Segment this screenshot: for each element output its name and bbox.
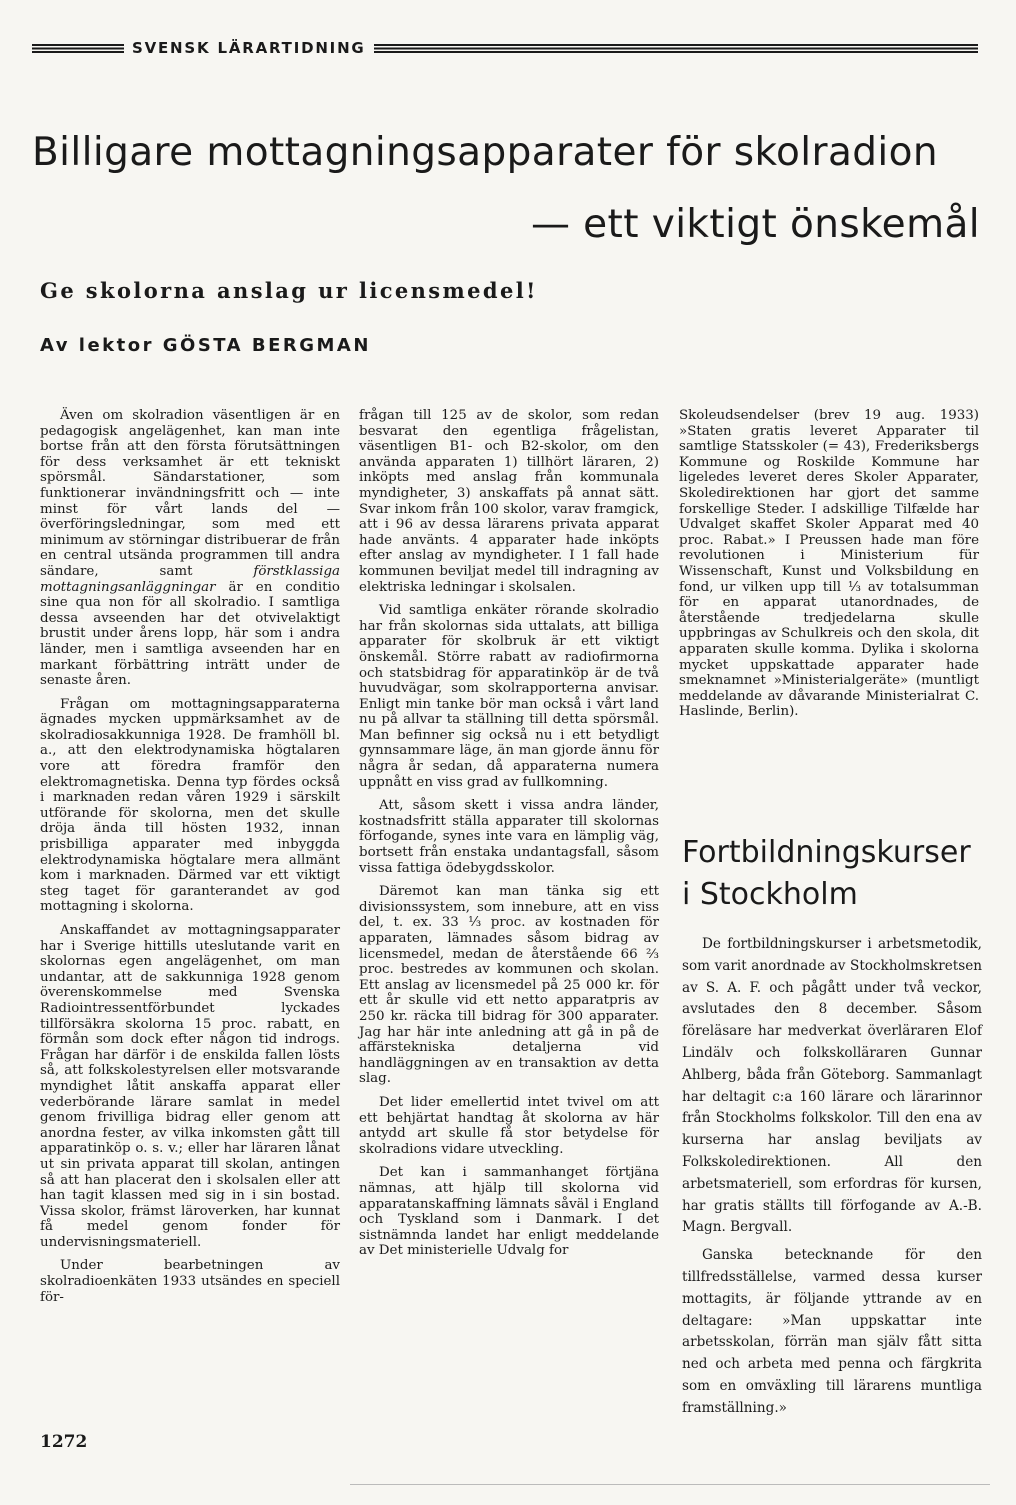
sidebar-title-line-1: Fortbildningskurser bbox=[682, 835, 971, 870]
bottom-rule bbox=[350, 1484, 990, 1485]
text-run: är en conditio sine qua non för all skolradio. I samtliga dessa avseenden har det otvivelaktigt brustit under årens lopp, här som i andra länder, men i samtliga avseenden har en markant förbättring inträtt under de senaste åren. bbox=[40, 579, 340, 689]
article-paragraph bbox=[40, 408, 340, 689]
masthead-rule-left bbox=[32, 44, 124, 53]
masthead bbox=[32, 36, 978, 60]
emphasis-text: förstklassiga mottagningsanläggningar bbox=[40, 563, 340, 595]
sidebar-title bbox=[682, 832, 982, 916]
article-column-3 bbox=[679, 408, 979, 728]
article-paragraph: Det kan i sammanhanget förtjäna nämnas, att hjälp till skolorna vid apparatanskaffning lämnats såväl i England och Tyskland som i Danmark. I det sistnämnda landet har enligt meddelande av Det ministerielle Udvalg for bbox=[359, 1165, 659, 1259]
sidebar-paragraph: Ganska betecknande för den tillfredsställelse, varmed dessa kurser mottagits, är följande yttrande av en deltagare: »Man uppskattar inte arbetsskolan, förrän man själv fått sitta ned och arbeta med penna och färgkrita som en omväxling till lärarens muntliga framställning.» bbox=[682, 1247, 982, 1416]
article-column-1 bbox=[40, 408, 340, 1313]
article-paragraph: frågan till 125 av de skolor, som redan besvarat den egentliga frågelistan, väsentligen B1- och B2-skolor, om den använda apparaten 1) tillhört läraren, 2) inköpts med anslag från kommunala myndigheter, 3) anskaffats på annat sätt. Svar inkom från 100 skolor, varav framgick, att i 96 av dessa lärarens privata apparat hade använts. 4 apparater hade inköpts efter anslag av myndigheter. I 1 fall hade kommunen beviljat medel till indragning av elektriska ledningar i skolsalen. bbox=[359, 408, 659, 595]
subheadline: Ge skolorna anslag ur licensmedel! bbox=[40, 278, 538, 303]
masthead-title: SVENSK LÄRARTIDNING bbox=[132, 39, 366, 57]
article-paragraph: Under bearbetningen av skolradioenkäten 1933 utsändes en speciell för- bbox=[40, 1258, 340, 1305]
text-run: Även om skolradion väsentligen är en pedagogisk angelägenhet, kan man inte bortse från att den första förutsättningen för dess verksamhet är ett tekniskt spörsmål. Sändarstationer, som funktionerar invändningsfritt och — inte minst för vårt lands del — överföringsledningar, som med ett minimum av störningar distribuerar de från en central utsända programmen till andra sändare, samt bbox=[40, 408, 340, 579]
sidebar-article bbox=[682, 934, 982, 1426]
article-paragraph: Frågan om mottagningsapparaterna ägnades mycken uppmärksamhet av de skolradiosakkunniga 1928. De framhöll bl. a., att den elektrodynamiska högtalaren vore att föredra framför den elektromagnetiska. Denna typ fördes också i marknaden redan våren 1929 i särskilt utförande för skolorna, men det skulle dröja ända till hösten 1932, innan prisbilliga apparater med inbyggda elektrodynamiska högtalare mera allmänt kom i marknaden. Därmed var ett viktigt steg taget för garanterandet av god mottagning i skolorna. bbox=[40, 696, 340, 915]
article-paragraph: Det lider emellertid intet tvivel om att ett behjärtat handtag åt skolorna av här antydd art skulle få stor betydelse för skolradions vidare utveckling. bbox=[359, 1094, 659, 1157]
article-column-2 bbox=[359, 408, 659, 1267]
sidebar-paragraph: De fortbildningskurser i arbetsmetodik, som varit anordnade av Stockholmskretsen av S. A. F. och pågått under två veckor, avslutades den 8 december. Såsom föreläsare har medverkat överläraren Elof Lindälv och folkskolläraren Gunnar Ahlberg, båda från Göteborg. Sammanlagt har deltagit c:a 160 lärare och lärarinnor från Stockholms folkskolor. Till den ena av kurserna har anslag beviljats av Folkskoledirektionen. All den arbetsmateriell, som erfordras för kursen, har gratis ställts till förfogande av A.-B. Magn. Bergvall. bbox=[682, 936, 982, 1236]
byline: Av lektor GÖSTA BERGMAN bbox=[40, 335, 371, 356]
article-paragraph: Vid samtliga enkäter rörande skolradio har från skolornas sida uttalats, att billiga apparater för skolbruk är ett viktigt önskemål. Större rabatt av radiofirmorna och statsbidrag för apparatinköp är de två huvudvägar, som skolrapporterna anvisar. Enligt min tanke bör man också i vårt land nu på allvar ta ställning till detta spörsmål. Man befinner sig också nu i ett betydligt gynnsammare läge, än man gjorde ännu för några år sedan, då apparaterna numera uppnått en viss grad av fullkomning. bbox=[359, 603, 659, 790]
article-paragraph: Att, såsom skett i vissa andra länder, kostnadsfritt ställa apparater till skolornas förfogande, synes inte vara en lämplig väg, bortsett från enstaka undantagsfall, såsom vissa fattiga ödebygdsskolor. bbox=[359, 798, 659, 876]
headline-line-1: Billigare mottagningsapparater för skolradion bbox=[32, 130, 939, 175]
article-paragraph: Anskaffandet av mottagningsapparater har i Sverige hittills uteslutande varit en skolornas egen angelägenhet, om man undantar, att de sakkunniga 1928 genom överenskommelse med Svenska Radiointressentförbundet lyckades tillförsäkra skolorna 15 proc. rabatt, en förmån som dock efter någon tid indrogs. Frågan har därför i de enskilda fallen lösts så, att folkskolestyrelsen eller motsvarande myndighet låtit anskaffa apparat eller vederbörande lärare samlat in medel genom frivilliga bidrag eller genom att anordna fester, av vilka inkomsten gått till apparatinköp o. s. v.; eller har läraren lånat ut sin privata apparat till skolan, antingen så att han placerat den i skolsalen eller att han tagit klassen med sig in i sin bostad. Vissa skolor, främst läroverken, har kunnat få medel genom fonder för undervisningsmateriell. bbox=[40, 923, 340, 1250]
article-paragraph: Skoleudsendelser (brev 19 aug. 1933) »Staten gratis leveret Apparater til samtlige Statsskoler (= 43), Frederiksbergs Kommune og Roskilde Kommune har ligeledes leveret deres Skoler Apparater, Skoledirektionen har gjort det samme forskellige Steder. I adskillige Tilfælde har Udvalget skaffet Skoler Apparat med 40 proc. Rabat.» I Preussen hade man före revolutionen i Ministerium für Wissenschaft, Kunst und Volksbildung en fond, ur vilken upp till ⅓ av totalsumman för en apparat utanordnades, de återstående tredjedelarna skulle uppbringas av Schulkreis och den skola, dit apparaten skulle komma. Dylika i skolorna mycket uppskattade apparater hade smeknamnet »Ministerialgeräte» (muntligt meddelande av dåvarande Ministerialrat C. Haslinde, Berlin). bbox=[679, 408, 979, 720]
article-paragraph: Däremot kan man tänka sig ett divisionssystem, som innebure, att en viss del, t. ex. 33 ⅓ proc. av kostnaden för apparaten, lämnades såsom bidrag av licensmedel, medan de återstående 66 ⅔ proc. bestredes av kommunen och skolan. Ett anslag av licensmedel på 25 000 kr. för ett år skulle vid ett netto apparatpris av 250 kr. räcka till bidrag för 300 apparater. Jag har här inte anledning att gå in på de affärstekniska detaljerna vid handläggningen av en transaktion av detta slag. bbox=[359, 884, 659, 1087]
masthead-rule-right bbox=[374, 44, 978, 53]
page-number: 1272 bbox=[40, 1432, 88, 1452]
sidebar-title-line-2: i Stockholm bbox=[682, 877, 858, 912]
headline-line-2: — ett viktigt önskemål bbox=[530, 202, 980, 247]
